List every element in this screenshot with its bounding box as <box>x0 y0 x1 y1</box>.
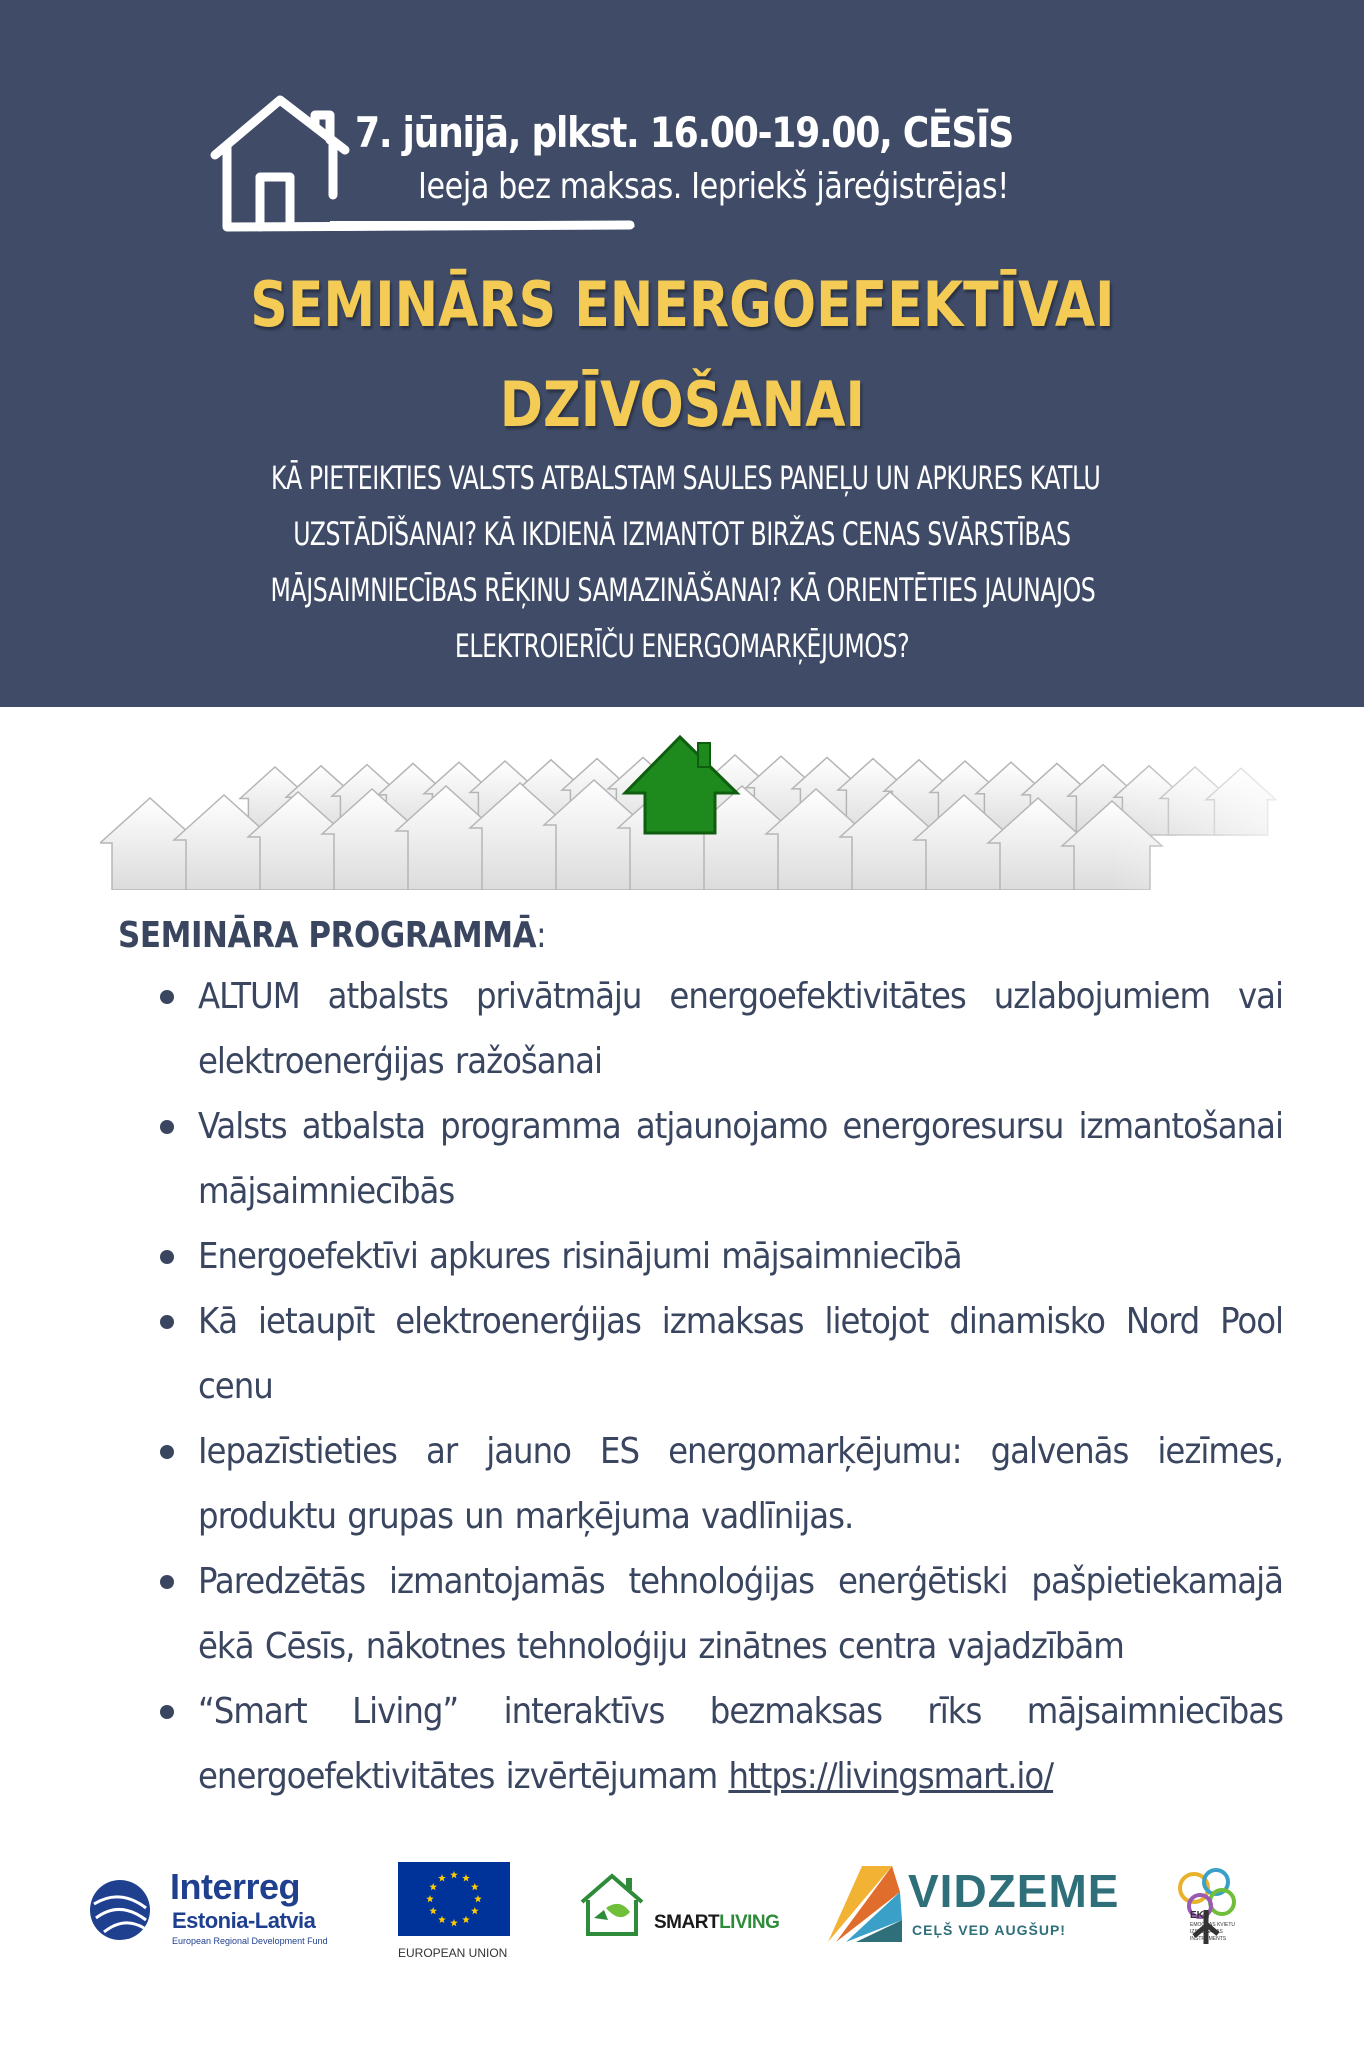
vidzeme-slogan: CEĻŠ VED AUGŠUP! <box>912 1922 1066 1938</box>
smartliving-name <box>654 1912 779 1934</box>
bullet-icon <box>160 1250 174 1264</box>
livingsmart-link[interactable]: https://livingsmart.io/ <box>728 1756 1054 1797</box>
ekii-logo <box>1172 1866 1272 1956</box>
program-heading-text: SEMINĀRA PROGRAMMĀ <box>118 915 537 956</box>
event-entry-note: Ieeja bez maksas. Iepriekš jāreģistrējas! <box>418 166 1009 207</box>
header-banner <box>0 0 1364 707</box>
vidzeme-name: VIDZEME <box>908 1865 1120 1917</box>
eu-logo <box>398 1862 516 1972</box>
subtitle-line: UZSTĀDĪŠANAI? KĀ IKDIENĀ IZMANTOT BIRŽAS CENAS SVĀRSTĪBAS <box>293 515 1071 553</box>
smartliving-smart: SMART <box>654 1912 720 1933</box>
event-date-time: 7. jūnijā, plkst. 16.00-19.00, CĒSĪS <box>355 108 1013 157</box>
list-item-text: Paredzētās izmantojamās tehnoloģijas enerģētiski pašpietiekamajā ēkā Cēsīs, nākotnes tehnoloģiju zinātnes centra vajadzībām <box>198 1561 1283 1667</box>
list-item <box>118 1224 1283 1289</box>
bullet-icon <box>160 1120 174 1134</box>
list-item-text: Iepazīstieties ar jauno ES energomarķējumu: galvenās iezīmes, produktu grupas un marķējuma vadlīnijas. <box>198 1431 1283 1537</box>
ekii-desc-1: EMOCIJAS KVIETU <box>1190 1922 1236 1928</box>
interreg-fund: European Regional Development Fund <box>172 1936 328 1946</box>
interreg-globe-icon <box>88 1878 152 1942</box>
page-title <box>0 255 1364 455</box>
list-item <box>118 1679 1283 1809</box>
interreg-region: Estonia-Latvia <box>172 1908 316 1933</box>
bullet-icon <box>160 990 174 1004</box>
ekii-desc-2: IZSOLĪŠANAS <box>1190 1929 1223 1935</box>
subtitle-line: ELEKTROIERĪČU ENERGOMARĶĒJUMOS? <box>454 627 910 665</box>
program-list <box>118 964 1283 1809</box>
title-line-2: DZĪVOŠANAI <box>499 368 865 441</box>
list-item <box>118 1419 1283 1549</box>
smartliving-house-icon <box>576 1868 648 1940</box>
program-heading-colon: : <box>536 915 547 956</box>
list-item <box>118 1289 1283 1419</box>
program-section <box>118 915 1283 1809</box>
list-item-text: ALTUM atbalsts privātmāju energoefektivitātes uzlabojumiem vai elektroenerģijas ražošanai <box>198 976 1283 1082</box>
interreg-logo <box>88 1860 358 1950</box>
subtitle-line: MĀJSAIMNIECĪBAS RĒĶINU SAMAZINĀŠANAI? KĀ ORIENTĒTIES JAUNAJOS <box>270 571 1096 609</box>
program-heading <box>118 915 546 956</box>
list-item-text: Valsts atbalsta programma atjaunojamo energoresursu izmantošanai mājsaimniecībās <box>198 1106 1283 1212</box>
bullet-icon <box>160 1445 174 1459</box>
list-item-text: “Smart Living” interaktīvs bezmaksas rīks mājsaimniecības energoefektivitātes izvērtējumam <box>198 1691 1283 1797</box>
smartliving-living: LIVING <box>719 1912 780 1933</box>
vidzeme-logo <box>822 1860 1142 1950</box>
eu-flag-icon <box>398 1862 510 1936</box>
subtitle-questions <box>180 450 1184 674</box>
subtitle-line: KĀ PIETEIKTIES VALSTS ATBALSTAM SAULES PANEĻU UN APKURES KATLU <box>271 459 1101 497</box>
eu-caption: EUROPEAN UNION <box>398 1946 508 1960</box>
list-item <box>118 964 1283 1094</box>
houses-row-illustration <box>100 715 1290 890</box>
interreg-name: Interreg <box>170 1866 301 1907</box>
bullet-icon <box>160 1575 174 1589</box>
vidzeme-emblem-icon <box>822 1862 906 1946</box>
bullet-icon <box>160 1315 174 1329</box>
title-line-1: SEMINĀRS ENERGOEFEKTĪVAI <box>249 268 1115 341</box>
partner-logos <box>0 1850 1364 1970</box>
ekii-desc-3: INSTRUMENTS <box>1190 1936 1227 1942</box>
bullet-icon <box>160 1705 174 1719</box>
ekii-name: EKII <box>1190 1910 1210 1921</box>
list-item-text: Energoefektīvi apkures risinājumi mājsaimniecībā <box>198 1236 962 1277</box>
list-item <box>118 1549 1283 1679</box>
smartliving-logo <box>576 1868 780 1948</box>
list-item-text: Kā ietaupīt elektroenerģijas izmaksas lietojot dinamisko Nord Pool cenu <box>198 1301 1283 1407</box>
list-item <box>118 1094 1283 1224</box>
